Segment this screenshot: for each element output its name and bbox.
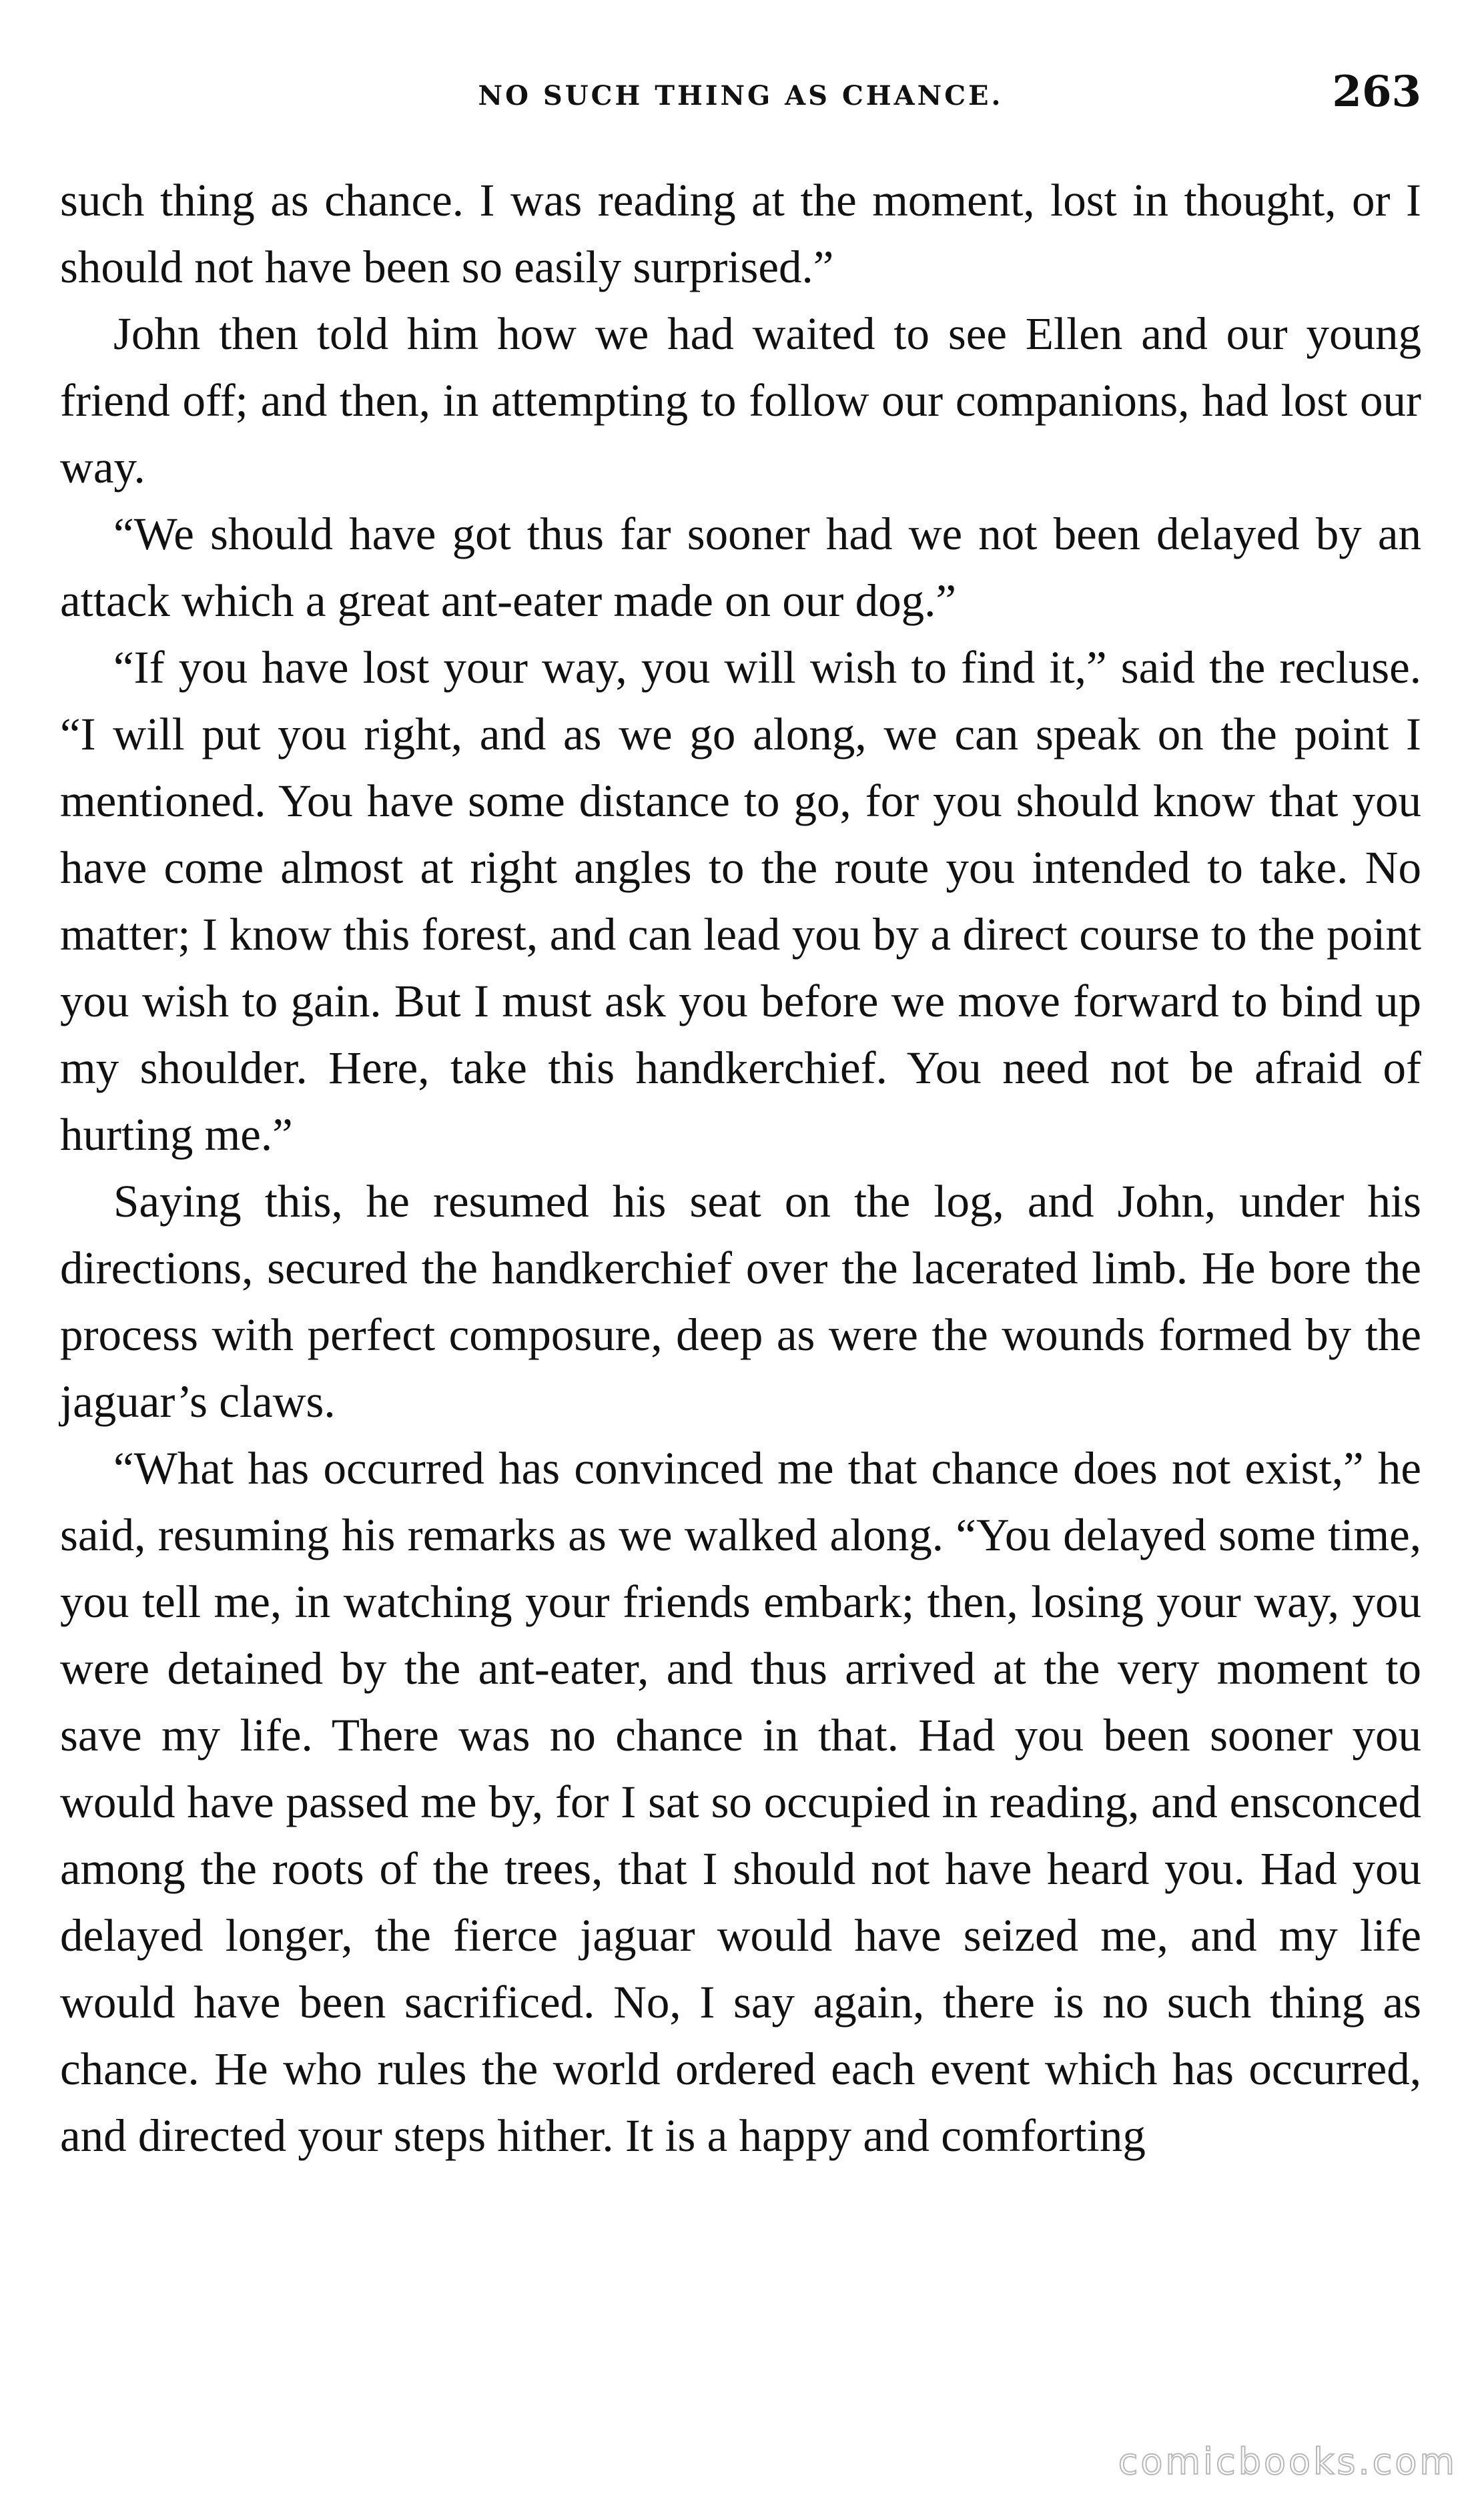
- watermark: comicbooks.com: [1118, 2441, 1457, 2483]
- paragraph-6: “What has occurred has convinced me that chance does not exist,” he said, resuming his remarks as we walked along. “You delayed some time, you tell me, in watching your friends embark; then, losing your way, you were detained by the ant-eater, and thus arrived at the very moment to save my life. There was no chance in that. Had you been sooner you would have passed me by, for I sat so occupied in reading, and ensconced among the roots of the trees, that I should not have heard you. Had you delayed longer, the fierce jaguar would have seized me, and my life would have been sacrificed. No, I say again, there is no such thing as chance. He who rules the world ordered each event which has occurred, and directed your steps hither. It is a happy and comforting: [60, 1443, 1421, 2161]
- paragraph-5: Saying this, he resumed his seat on the log, and John, under his directions, secured the handkerchief over the lacerated limb. He bore the process with perfect composure, deep as were the wounds formed by the jaguar’s claws.: [60, 1176, 1421, 1427]
- paragraph-4: “If you have lost your way, you will wish to find it,” said the recluse. “I will put you right, and as we go along, we can speak on the point I mentioned. You have some distance to go, for you should know that you have come almost at right angles to the route you intended to take. No matter; I know this forest, and can lead you by a direct course to the point you wish to gain. But I must ask you before we move forward to bind up my shoulder. Here, take this handkerchief. You need not be afraid of hurting me.”: [60, 642, 1421, 1160]
- paragraph-2: John then told him how we had waited to see Ellen and our young friend off; and then, in attempting to follow our companions, had lost our way.: [60, 308, 1421, 493]
- page-header: [60, 67, 1421, 147]
- paragraph-1: such thing as chance. I was reading at the moment, lost in thought, or I should not have been so easily surprised.”: [60, 175, 1421, 292]
- paragraph-3: “We should have got thus far sooner had we not been delayed by an attack which a great ant-eater made on our dog.”: [60, 509, 1421, 626]
- body-text: [60, 167, 1421, 2169]
- page-number: 263: [1332, 67, 1421, 117]
- running-head: NO SUCH THING AS CHANCE.: [478, 80, 1004, 111]
